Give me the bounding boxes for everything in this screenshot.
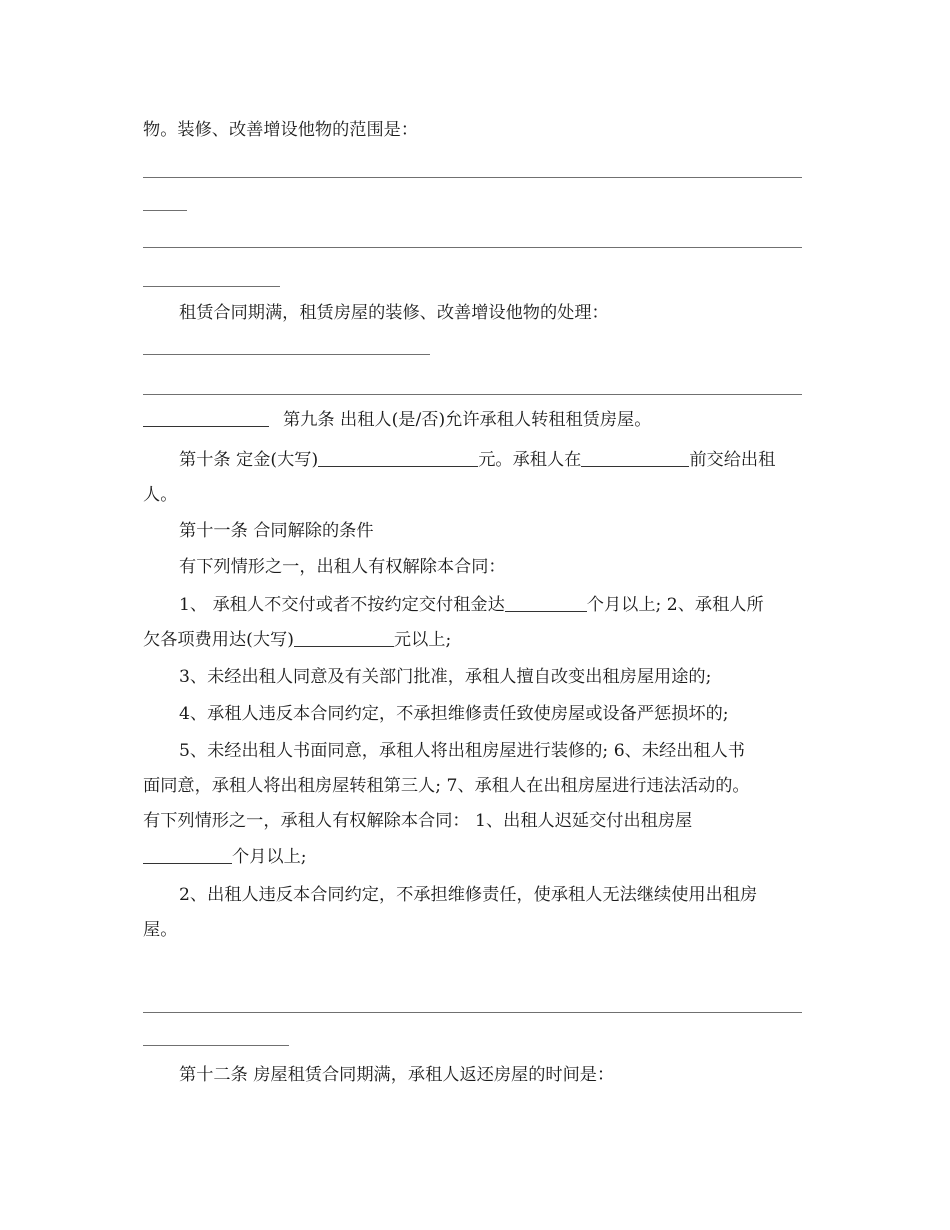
article-10-text: 前交给出租 [689,450,776,470]
deposit-date-blank[interactable] [581,450,689,467]
paragraph-lessee-termination: 有下列情形之一，承租人有权解除本合同： 1、出租人迟延交付出租房屋 [143,811,693,831]
fill-in-line[interactable] [143,247,802,248]
fill-in-line[interactable] [143,354,430,355]
article-10-text: 元。承租人在 [478,450,582,470]
clause-text: 个月以上; [232,847,307,867]
months-blank[interactable] [505,595,587,612]
clause-4: 4、承租人违反本合同约定，不承担维修责任致使房屋或设备严惩损坏的; [179,704,729,724]
article-9-line [143,409,651,431]
paragraph-renovation-handling: 租赁合同期满，租赁房屋的装修、改善增设他物的处理： [179,303,609,323]
clause-text: 元以上; [393,630,452,650]
fill-in-blank[interactable] [143,410,269,427]
fill-in-line[interactable] [143,177,802,178]
clause-text: 个月以上; 2、承租人所 [586,595,764,615]
article-10-text: 第十条 定金(大写) [179,450,319,470]
fill-in-line[interactable] [143,394,802,395]
article-11-heading: 第十一条 合同解除的条件 [179,521,374,541]
deposit-amount-blank[interactable] [318,450,478,467]
fill-in-line[interactable] [143,1045,289,1046]
clause-3: 3、未经出租人同意及有关部门批准，承租人擅自改变出租房屋用途的; [179,667,712,687]
article-10-line [179,449,775,471]
clause-6-7: 面同意，承租人将出租房屋转租第三人; 7、承租人在出租房屋进行违法活动的。 [143,776,750,796]
fill-in-line[interactable] [143,210,187,211]
paragraph-lessor-termination: 有下列情形之一，出租人有权解除本合同： [179,557,506,577]
lessee-clause-2-end: 屋。 [143,920,178,940]
clause-text: 1、 承租人不交付或者不按约定交付租金达 [179,595,505,615]
fill-in-line[interactable] [143,1012,802,1013]
article-10-line-2: 人。 [143,485,178,505]
clause-2-line [143,629,451,651]
amount-blank[interactable] [294,630,394,647]
paragraph-renovation-scope: 物。装修、改善增设他物的范围是： [143,120,419,140]
clause-5-6: 5、未经出租人书面同意，承租人将出租房屋进行装修的; 6、未经出租人书 [179,741,745,761]
article-9-text: 第九条 出租人(是/否)允许承租人转租租赁房屋。 [283,410,652,430]
clause-text: 欠各项费用达(大写) [143,630,294,650]
lessee-clause-2: 2、出租人违反本合同约定，不承担维修责任，使承租人无法继续使用出租房 [179,885,758,905]
lessee-clause-1-line [143,846,307,868]
fill-in-line[interactable] [143,286,280,287]
months-blank[interactable] [143,847,232,864]
article-12-line: 第十二条 房屋租赁合同期满，承租人返还房屋的时间是： [179,1065,615,1085]
clause-1-line [179,594,764,616]
